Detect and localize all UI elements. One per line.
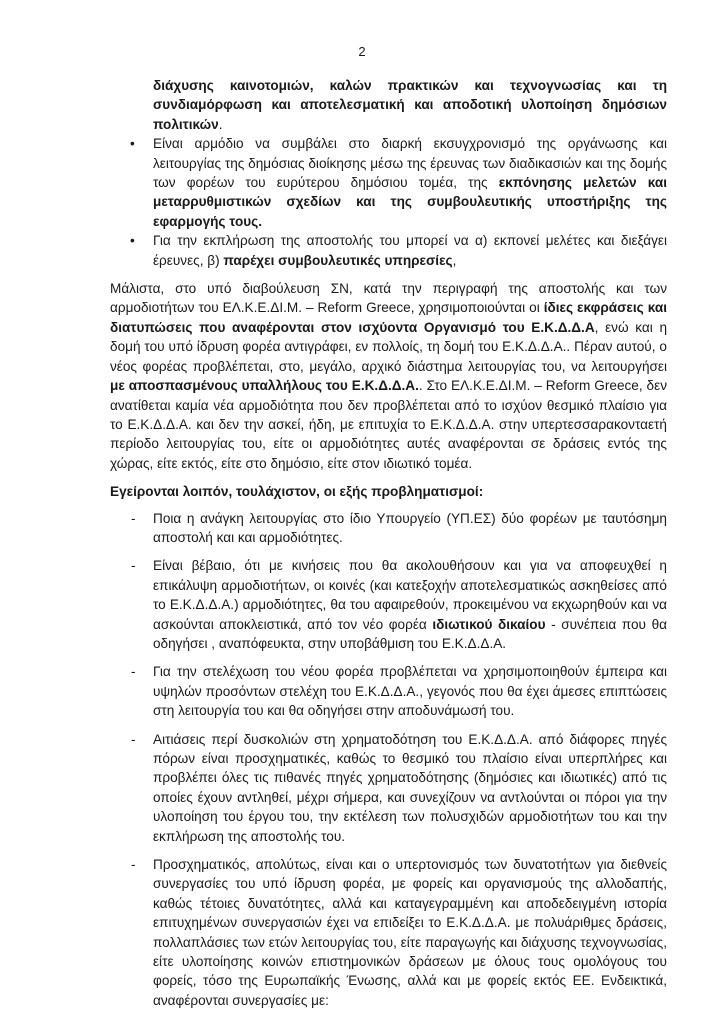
dash-icon: - <box>131 558 136 574</box>
bold-text: ίδιες εκφράσεις και διατυπώσεις που αναφέρονται στον ισχύοντα Οργανισμό του Ε.Κ.Δ.Δ.Α <box>110 300 667 335</box>
body-paragraph: Μάλιστα, στο υπό διαβούλευση ΣΝ, κατά την περιγραφή της αποστολής και των αρμοδιοτήτων του ΕΛ.Κ.Ε.ΔΙ.Μ. – Reform Greece, χρησιμοποιούνται οι ίδιες εκφράσεις και διατυπώσεις που αναφέρονται στον ισχύοντα Οργανισμό του Ε.Κ.Δ.Δ.Α, ενώ και η δομή του υπό ίδρυση φορέα αντιγράφει, εν πολλοίς, τη δομή του Ε.Κ.Δ.Δ.Α.. Πέραν αυτού, ο νέος φορέας προβλέπεται, στο, μεγάλο, αρχικό διάστημα λειτουργίας του, να λειτουργήσει με αποσπασμένους υπαλλήλους του Ε.Κ.Δ.Δ.Α.. Στο ΕΛ.Κ.Ε.ΔΙ.Μ. – Reform Greece, δεν ανατίθεται καμία νέα αρμοδιότητα που δεν προβλέπεται από το ισχύον θεσμικό πλαίσιο για το Ε.Κ.Δ.Δ.Α. και δεν την ασκεί, ήδη, με επιτυχία το Ε.Κ.Δ.Δ.Α. στην υπερτεσσαρακονταετή περίοδο λειτουργίας του, είτε οι αρμοδιότητες αυτές αναφέρονται σε δράσεις εντός της χώρας, είτε εκτός, είτε στο δημόσιο, είτε στον ιδιωτικό τομέα. <box>110 281 667 471</box>
bullet-item: • Για την εκπλήρωση της αποστολής του μπορεί να α) εκπονεί μελέτες και διεξάγει έρευνες, β) παρέχει συμβουλευτικές υπηρεσίες, <box>130 233 667 268</box>
bullet-icon: • <box>130 233 135 249</box>
dash-icon: - <box>131 857 136 873</box>
bold-text: διάχυσης καινοτομιών, καλών πρακτικών και τεχνογνωσίας και τη συνδιαμόρφωση και αποτελεσματική και αποδοτική υλοποίηση δημόσιων πολιτικών <box>153 78 667 132</box>
concern-item: - Ποια η ανάγκη λειτουργίας στο ίδιο Υπουργείο (ΥΠ.ΕΣ) δύο φορέων με ταυτόσημη αποστολή και και αρμοδιότητες. <box>131 510 667 545</box>
bold-text: ιδιωτικού δικαίου <box>432 616 546 632</box>
page-number: 2 <box>358 44 366 59</box>
concern-item: - Είναι βέβαιο, ότι με κινήσεις που θα ακολουθήσουν και για να αποφευχθεί η επικάλυψη αρμοδιοτήτων, οι κοινές (και κατεξοχήν αποτελεσματικώς ασκηθείσες από το Ε.Κ.Δ.Δ.Α.) αρμοδιότητες, θα του αφαιρεθούν, προκειμένου να εκχωρηθούν και να ασκούνται αποκλειστικά, από τον νέο φορέα ιδιωτικού δικαίου - συνέπεια που θα οδηγήσει , αναπόφευκτα, στην υποβάθμιση του Ε.Κ.Δ.Δ.Α. <box>131 558 667 651</box>
concern-item: - Για την στελέχωση του νέου φορέα προβλέπεται να χρησιμοποιηθούν έμπειρα και υψηλών προσόντων στελέχη του Ε.Κ.Δ.Δ.Α., γεγονός που θα έχει άμεσες επιπτώσεις στη λειτουργία του και θα οδηγήσει στην αποδυνάμωσή του. <box>131 664 667 719</box>
dash-icon: - <box>131 510 136 526</box>
concern-item: - Προσχηματικός, απολύτως, είναι και ο υπερτονισμός των δυνατοτήτων για διεθνείς συνεργασίες του υπό ίδρυση φορέα, με φορείς και οργανισμούς της αλλοδαπής, καθώς τέτοιες δυνατότητες, αλλά και καταγεγραμμένη και αποδεδειγμένη ιστορία επιτυχημένων συνεργασιών έχει να επιδείξει το Ε.Κ.Δ.Δ.Α. με πολυάριθμες δράσεις, πολλαπλάσιες των ετών λειτουργίας του, είτε παραγωγής και διάχυσης τεχνογνωσίας, είτε υλοποίησης κοινών επιστημονικών δράσεων με όλους τους ομολόγους του φορείς, τόσο της Ευρωπαϊκής Ένωσης, αλλά και με φορείς εκτός ΕΕ. Ενδεικτικά, αναφέρονται συνεργασίες με: <box>131 857 667 1008</box>
bold-text: εκπόνησης μελετών και μεταρρυθμιστικών σχεδίων και της συμβουλευτικής υποστήριξης της εφαρμογής τους. <box>153 175 668 229</box>
bullet-icon: • <box>130 136 135 152</box>
continued-bullet-text: διάχυσης καινοτομιών, καλών πρακτικών και τεχνογνωσίας και τη συνδιαμόρφωση και αποτελεσματική και αποδοτική υλοποίηση δημόσιων πολιτικών. <box>153 78 667 132</box>
bold-text: με αποσπασμένους υπαλλήλους του Ε.Κ.Δ.Δ.Α. <box>110 378 419 394</box>
document-body <box>110 76 667 1010</box>
bullet-item: • Είναι αρμόδιο να συμβάλει στο διαρκή εκσυγχρονισμό της οργάνωσης και λειτουργίας της δημόσιας διοίκησης μέσω της έρευνας των διαδικασιών και της δομής των φορέων του ευρύτερου δημόσιου τομέα, της εκπόνησης μελετών και μεταρρυθμιστικών σχεδίων και της συμβουλευτικής υποστήριξης της εφαρμογής τους. <box>130 136 668 229</box>
dash-icon: - <box>131 664 136 680</box>
section-heading: Εγείρονται λοιπόν, τουλάχιστον, οι εξής προβληματισμοί: <box>110 484 484 500</box>
bold-text: παρέχει συμβουλευτικές υπηρεσίες <box>223 252 453 268</box>
dash-icon: - <box>131 731 136 747</box>
concern-item: - Αιτιάσεις περί δυσκολιών στη χρηματοδότηση του Ε.Κ.Δ.Δ.Α. από διάφορες πηγές πόρων είναι προσχηματικές, καθώς το θεσμικό του πλαίσιο είναι υπερπλήρες και προβλέπει όλες τις πιθανές πηγές χρηματοδότησης (δημόσιες και ιδιωτικές) από τις οποίες έχουν αντληθεί, μέχρι σήμερα, και συνεχίζουν να αντλούνται οι πόροι για την υλοποίηση του έργου του, την εκτέλεση των πολυσχιδών αρμοδιοτήτων του και την εκπλήρωση της αποστολής του. <box>131 731 667 844</box>
